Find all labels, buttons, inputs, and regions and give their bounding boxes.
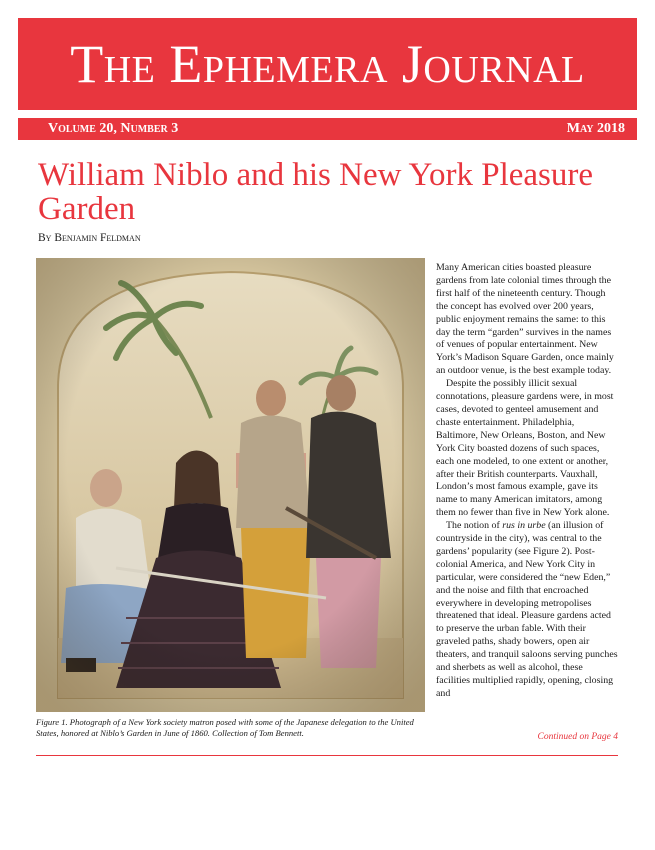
masthead-title: The Ephemera Journal [70, 34, 585, 94]
article-byline: By Benjamin Feldman [38, 232, 141, 244]
figure-1-photograph [36, 258, 425, 712]
article-paragraph: Many American cities boasted pleasure gardens from late colonial times through the first half of the nineteenth century. Though the concept has evolved over 200 years, public enjoyment remains the same: to this day the term “garden” survives in the names of venues of popular entertainment. New York’s Madison Square Garden, once mainly an outdoor venue, is the best example today. [436, 262, 614, 377]
paragraph-text: (an illusion of countryside in the city), was central to the gardens’ popularity (see Figure 2). Post-colonial America, and New York City in particular, were considered the “new Eden,” and the noise and filth that encroached everywhere in developing metropolises threatened that ideal. Pleasure gardens acted to preserve the urban fable. With their graveled paths, shady bowers, open air theaters, and tranquil saloons serving punches and sherbets as well as alcohol, these facilities multiplied rapidly, opening, closing and [436, 520, 618, 699]
article-body [436, 262, 618, 701]
paragraph-text: The notion of [446, 520, 503, 532]
figure-caption: Figure 1. Photograph of a New York society matron posed with some of the Japanese delegation to the United States, honored at Niblo’s Garden in June of 1860. Collection of Tom Bennett. [36, 717, 414, 738]
article-headline: William Niblo and his New York Pleasure Garden [38, 157, 594, 227]
footer-divider [36, 755, 618, 756]
continued-link[interactable]: Continued on Page 4 [537, 732, 618, 742]
article-paragraph: Despite the possibly illicit sexual connotations, pleasure gardens were, in most cases, devoted to genteel amusement and chaste entertainment. Philadelphia, Baltimore, New Orleans, Boston, and New York City boasted dozens of such spaces, each one modeled, to one extent or another, after their British counterparts. Vauxhall, London’s most famous example, gave its name to many American imitators, among them no fewer than five in New York alone. [436, 378, 614, 519]
latin-phrase: rus in urbe [502, 520, 546, 532]
issue-volume: Volume 20, Number 3 [48, 121, 179, 136]
issue-date: May 2018 [566, 121, 625, 136]
article-paragraph [436, 520, 618, 701]
masthead [18, 18, 637, 110]
issue-bar [18, 118, 637, 140]
